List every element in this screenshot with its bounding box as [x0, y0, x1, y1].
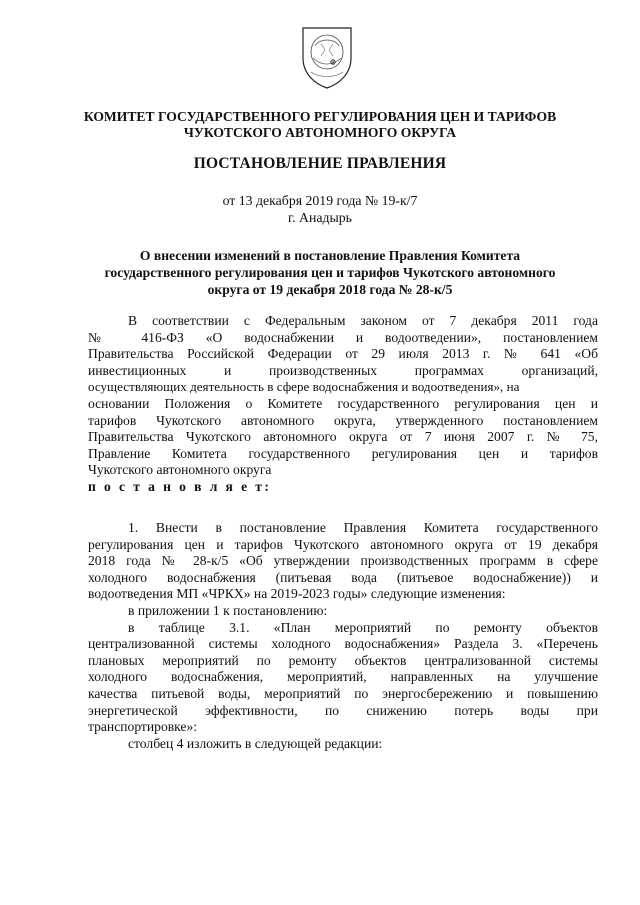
document-date-block	[0, 192, 640, 226]
clause-line: энергетической эффективности, по снижению потерь воды при	[88, 702, 598, 718]
preamble-line: основании Положения о Комитете государственного регулирования цен и	[88, 395, 598, 411]
clause-line: водоотведения МП «ЧРКХ» на 2019-2023 годы» следующие изменения:	[88, 586, 506, 602]
title-line-3: округа от 19 декабря 2018 года № 28-к/5	[207, 282, 453, 297]
document-type: ПОСТАНОВЛЕНИЕ ПРАВЛЕНИЯ	[193, 155, 447, 172]
clause-line: 1. Внести в постановление Правления Комитета государственного	[128, 520, 598, 535]
preamble-line: Правительства Российской Федерации от 29 июля 2013 г. № 641 «Об	[88, 346, 598, 362]
coat-of-arms-emblem	[299, 24, 355, 90]
organization-name-line-1: КОМИТЕТ ГОСУДАРСТВЕННОГО РЕГУЛИРОВАНИЯ ЦЕН И ТАРИФОВ	[83, 109, 557, 124]
clause-line: качества питьевой воды, мероприятий по энергосбережению и повышению	[88, 685, 598, 701]
organization-name-line-2: ЧУКОТСКОГО АВТОНОМНОГО ОКРУГА	[183, 125, 457, 140]
clause-1-paragraph	[88, 520, 598, 752]
document-city: г. Анадырь	[288, 210, 352, 225]
clause-line: холодного водоснабжения (питьевая вода (питьевое водоснабжение)) и	[88, 569, 598, 585]
clause-line: централизованной системы холодного водоснабжения» Раздела 3. «Перечень	[88, 636, 598, 652]
clause-line: холодного водоснабжения, мероприятий, направленных на улучшение	[88, 669, 598, 685]
preamble-line: В соответствии с Федеральным законом от 7 декабря 2011 года	[128, 313, 598, 328]
preamble-line: тарифов Чукотского автономного округа, утвержденного постановлением	[88, 412, 598, 428]
document-title	[70, 247, 590, 298]
preamble-line: № 416-ФЗ «О водоснабжении и водоотведении», постановлением	[88, 329, 598, 345]
title-line-2: государственного регулирования цен и тарифов Чукотского автономного	[104, 265, 556, 280]
title-line-1: О внесении изменений в постановление Правления Комитета	[139, 248, 521, 263]
clause-line: 2018 года № 28-к/5 «Об утверждении производственных программ в сфере	[88, 553, 598, 569]
clause-line: транспортировке»:	[88, 719, 198, 735]
clause-line: в таблице 3.1. «План мероприятий по ремонту объектов	[128, 619, 598, 635]
clause-line: регулирования цен и тарифов Чукотского автономного округа от 19 декабря	[88, 536, 598, 552]
clause-line: в приложении 1 к постановлению:	[128, 602, 328, 618]
preamble-line: Правление Комитета государственного регулирования цен и тарифов	[88, 445, 598, 461]
preamble-line: Чукотского автономного округа	[88, 462, 272, 478]
document-date-number: от 13 декабря 2019 года № 19-к/7	[222, 193, 418, 208]
preamble-line: инвестиционных и производственных программах организаций,	[88, 362, 598, 378]
preamble-line: Правительства Чукотского автономного округа от 7 июня 2007 г. № 75,	[88, 429, 598, 445]
organization-header	[0, 109, 640, 141]
resolves-word: п о с т а н о в л я е т:	[88, 478, 272, 494]
preamble-paragraph	[88, 313, 598, 496]
clause-line: плановых мероприятий по ремонту объектов централизованной системы	[88, 652, 598, 668]
clause-line: столбец 4 изложить в следующей редакции:	[128, 735, 383, 751]
preamble-line: осуществляющих деятельность в сфере водоснабжения и водоотведения», на	[88, 379, 520, 395]
